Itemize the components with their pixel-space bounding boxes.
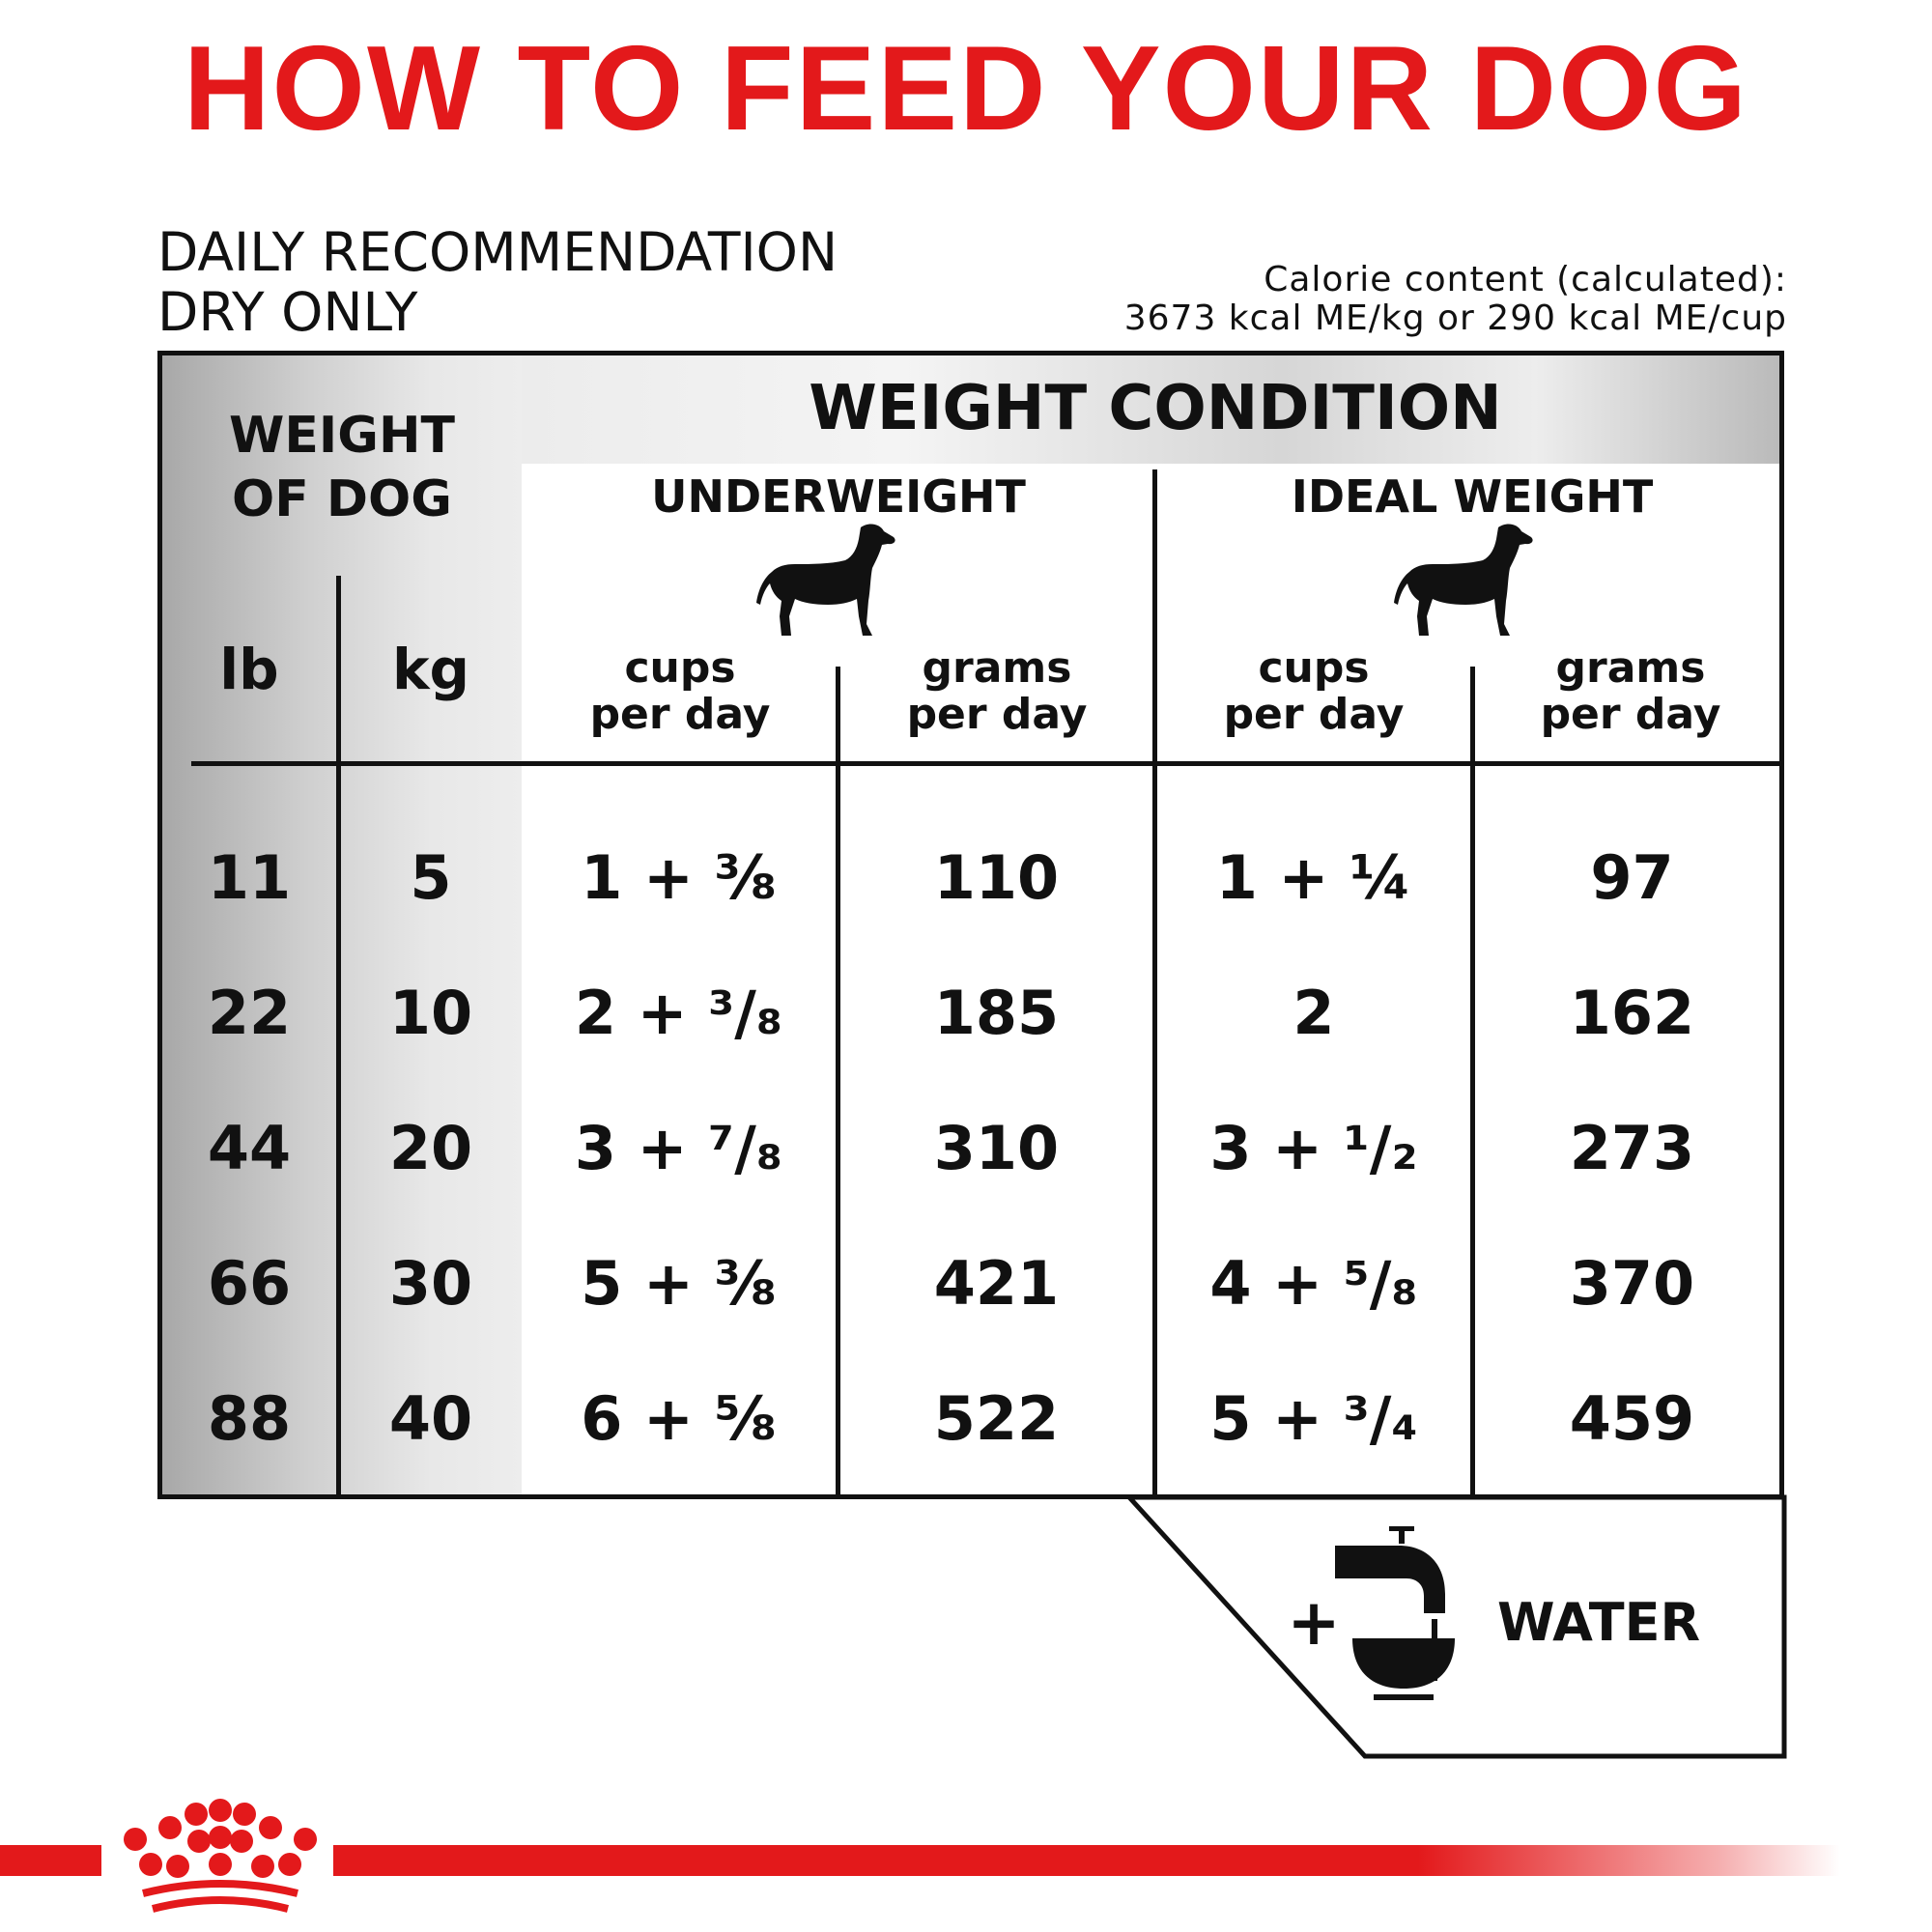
cups-line2: per day [1223, 690, 1405, 739]
water-label: WATER [1497, 1592, 1701, 1653]
weight-condition-header: WEIGHT CONDITION [809, 373, 1502, 444]
cups-line2: per day [589, 690, 771, 739]
water-plus-sign: + [1287, 1585, 1341, 1660]
table-row [162, 1225, 1784, 1341]
cell-under-cups: 3 + ⁷/₈ [574, 1113, 783, 1183]
calorie-content-line1: Calorie content (calculated): [1264, 260, 1787, 299]
cups-line1: cups [624, 643, 736, 693]
dog-silhouette-icon [756, 520, 901, 643]
daily-recommendation-line2: DRY ONLY [157, 281, 418, 343]
lb-column-header: lb [219, 637, 279, 702]
cell-under-cups: 2 + ³/₈ [574, 978, 783, 1048]
page-title: HOW TO FEED YOUR DOG [184, 22, 1748, 156]
cell-lb: 22 [207, 978, 292, 1048]
calorie-content-line2: 3673 kcal ME/kg or 290 kcal ME/cup [1123, 298, 1787, 338]
cups-line1: cups [1258, 643, 1370, 693]
cell-ideal-cups: 1 + ¼ [1215, 842, 1412, 913]
footer-red-line-left [0, 1845, 101, 1876]
cell-under-cups: 6 + ⅝ [581, 1383, 777, 1454]
dog-silhouette-icon [1394, 520, 1539, 643]
weight-of-dog-header [162, 404, 522, 531]
footer-red-line-right [333, 1845, 1840, 1876]
cell-lb: 66 [207, 1248, 292, 1319]
grams-line2: per day [906, 690, 1088, 739]
cell-under-grams: 310 [933, 1113, 1060, 1183]
cell-ideal-cups: 2 [1293, 978, 1335, 1048]
cell-ideal-grams: 459 [1569, 1383, 1695, 1454]
underweight-grams-header [838, 645, 1155, 738]
cell-under-grams: 421 [933, 1248, 1060, 1319]
table-row [162, 954, 1784, 1070]
cell-ideal-cups: 3 + ¹/₂ [1209, 1113, 1418, 1183]
kg-column-header: kg [391, 637, 470, 702]
cell-ideal-cups: 5 + ³/₄ [1209, 1383, 1418, 1454]
table-body [162, 819, 1784, 1454]
daily-recommendation [157, 222, 838, 342]
daily-recommendation-line1: DAILY RECOMMENDATION [157, 221, 838, 283]
cell-lb: 11 [207, 842, 292, 913]
cell-under-cups: 1 + ⅜ [581, 842, 777, 913]
cell-lb: 88 [207, 1383, 292, 1454]
table-row [162, 1090, 1784, 1206]
grams-line1: grams [922, 643, 1072, 693]
cell-kg: 30 [388, 1248, 473, 1319]
royal-canin-crown-logo-icon [114, 1797, 327, 1922]
table-row [162, 819, 1784, 935]
cell-ideal-grams: 370 [1569, 1248, 1695, 1319]
weight-of-dog-line2: OF DOG [232, 470, 452, 528]
ideal-weight-header: IDEAL WEIGHT [1291, 470, 1654, 523]
cell-ideal-grams: 97 [1590, 842, 1674, 913]
feeding-table [157, 351, 1784, 1499]
cell-under-grams: 522 [933, 1383, 1060, 1454]
weight-of-dog-line1: WEIGHT [229, 407, 455, 465]
cell-under-cups: 5 + ⅜ [581, 1248, 777, 1319]
ideal-grams-header [1472, 645, 1784, 738]
underweight-header: UNDERWEIGHT [651, 470, 1026, 523]
grams-line2: per day [1540, 690, 1721, 739]
cell-ideal-grams: 273 [1569, 1113, 1695, 1183]
cell-ideal-cups: 4 + ⁵/₈ [1209, 1248, 1418, 1319]
underweight-cups-header [522, 645, 838, 738]
water-tap-bowl-icon [1331, 1524, 1466, 1718]
header-divider [191, 761, 1784, 766]
cell-under-grams: 110 [933, 842, 1060, 913]
cell-lb: 44 [207, 1113, 292, 1183]
cell-kg: 10 [388, 978, 473, 1048]
cell-ideal-grams: 162 [1569, 978, 1695, 1048]
cell-kg: 40 [388, 1383, 473, 1454]
calorie-content [1124, 261, 1787, 338]
cell-kg: 20 [388, 1113, 473, 1183]
ideal-cups-header [1155, 645, 1472, 738]
grams-line1: grams [1555, 643, 1706, 693]
cell-kg: 5 [410, 842, 452, 913]
table-row [162, 1360, 1784, 1476]
cell-under-grams: 185 [933, 978, 1060, 1048]
